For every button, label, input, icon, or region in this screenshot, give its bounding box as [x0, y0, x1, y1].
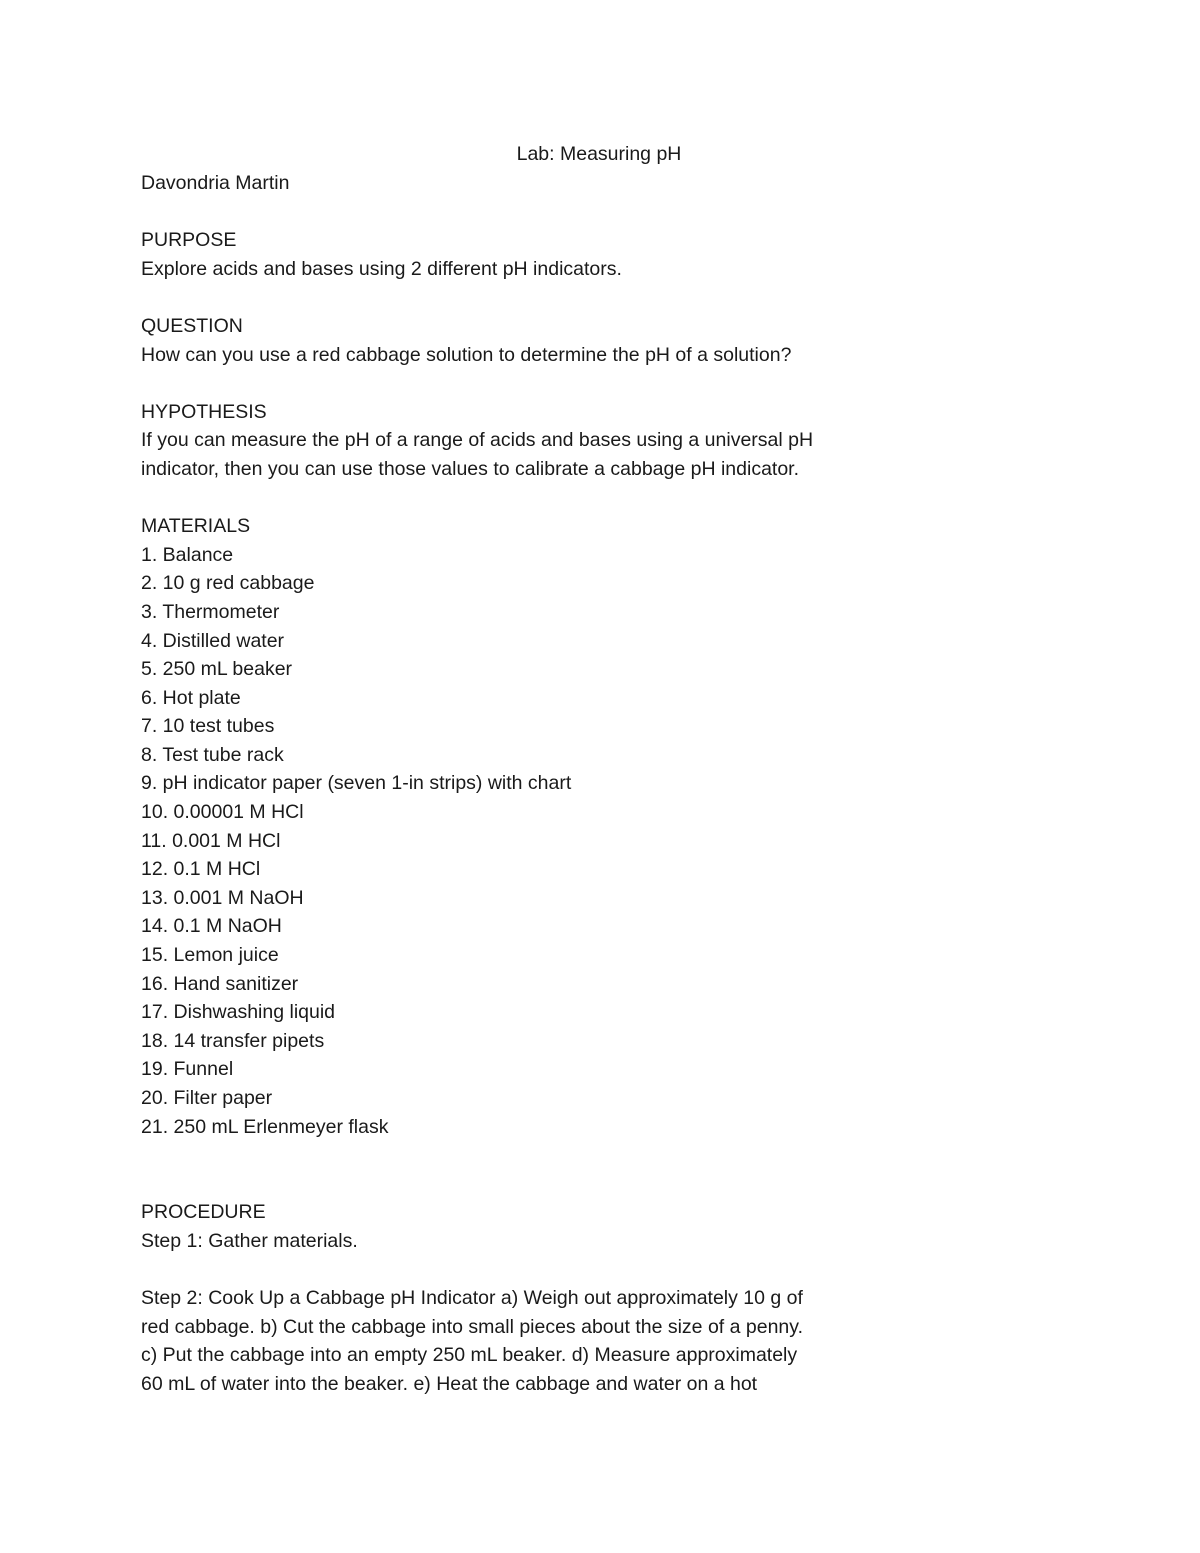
document-body [141, 169, 901, 1399]
hypothesis-heading: HYPOTHESIS [141, 400, 267, 423]
procedure-step-2-line: Step 2: Cook Up a Cabbage pH Indicator a) Weigh out approximately 10 g of [141, 1287, 803, 1310]
hypothesis-line: If you can measure the pH of a range of acids and bases using a universal pH [141, 429, 814, 452]
materials-item: 4. Distilled water [141, 629, 285, 652]
question-text: How can you use a red cabbage solution to determine the pH of a solution? [141, 343, 792, 366]
document-title: Lab: Measuring pH [516, 143, 682, 165]
procedure-heading: PROCEDURE [141, 1201, 266, 1224]
materials-item: 8. Test tube rack [141, 743, 284, 766]
materials-item: 18. 14 transfer pipets [141, 1029, 325, 1052]
materials-item: 16. Hand sanitizer [141, 972, 299, 995]
materials-item: 1. Balance [141, 543, 234, 566]
purpose-section [141, 226, 901, 283]
procedure-step-2-line: red cabbage. b) Cut the cabbage into small pieces about the size of a penny. [141, 1315, 803, 1338]
materials-item: 15. Lemon juice [141, 944, 279, 967]
procedure-step-2-line: 60 mL of water into the beaker. e) Heat the cabbage and water on a hot [141, 1372, 758, 1395]
question-heading: QUESTION [141, 314, 243, 337]
hypothesis-line: indicator, then you can use those values to calibrate a cabbage pH indicator. [141, 457, 800, 480]
materials-item: 12. 0.1 M HCl [141, 858, 261, 881]
materials-section [141, 512, 901, 1141]
materials-item: 14. 0.1 M NaOH [141, 915, 282, 938]
purpose-text: Explore acids and bases using 2 different pH indicators. [141, 257, 622, 280]
author-name: Davondria Martin [141, 172, 290, 194]
materials-item: 5. 250 mL beaker [141, 658, 293, 681]
materials-item: 19. Funnel [141, 1058, 234, 1081]
procedure-step-2-line: c) Put the cabbage into an empty 250 mL beaker. d) Measure approximately [141, 1344, 798, 1367]
materials-item: 3. Thermometer [141, 600, 280, 623]
materials-item: 20. Filter paper [141, 1087, 273, 1109]
materials-heading: MATERIALS [141, 515, 251, 538]
materials-list [141, 541, 901, 1141]
materials-item: 10. 0.00001 M HCl [141, 801, 304, 824]
question-section [141, 312, 901, 369]
materials-item: 11. 0.001 M HCl [141, 829, 281, 852]
materials-item: 13. 0.001 M NaOH [141, 886, 304, 909]
materials-item: 7. 10 test tubes [141, 715, 275, 738]
materials-item: 17. Dishwashing liquid [141, 1001, 336, 1024]
materials-item: 21. 250 mL Erlenmeyer flask [141, 1115, 389, 1138]
materials-item: 2. 10 g red cabbage [141, 572, 315, 595]
purpose-heading: PURPOSE [141, 229, 237, 252]
materials-item: 6. Hot plate [141, 686, 241, 709]
procedure-section [141, 1198, 901, 1398]
procedure-step-1: Step 1: Gather materials. [141, 1229, 358, 1252]
materials-item: 9. pH indicator paper (seven 1-in strips) with chart [141, 772, 572, 795]
hypothesis-section [141, 398, 901, 484]
